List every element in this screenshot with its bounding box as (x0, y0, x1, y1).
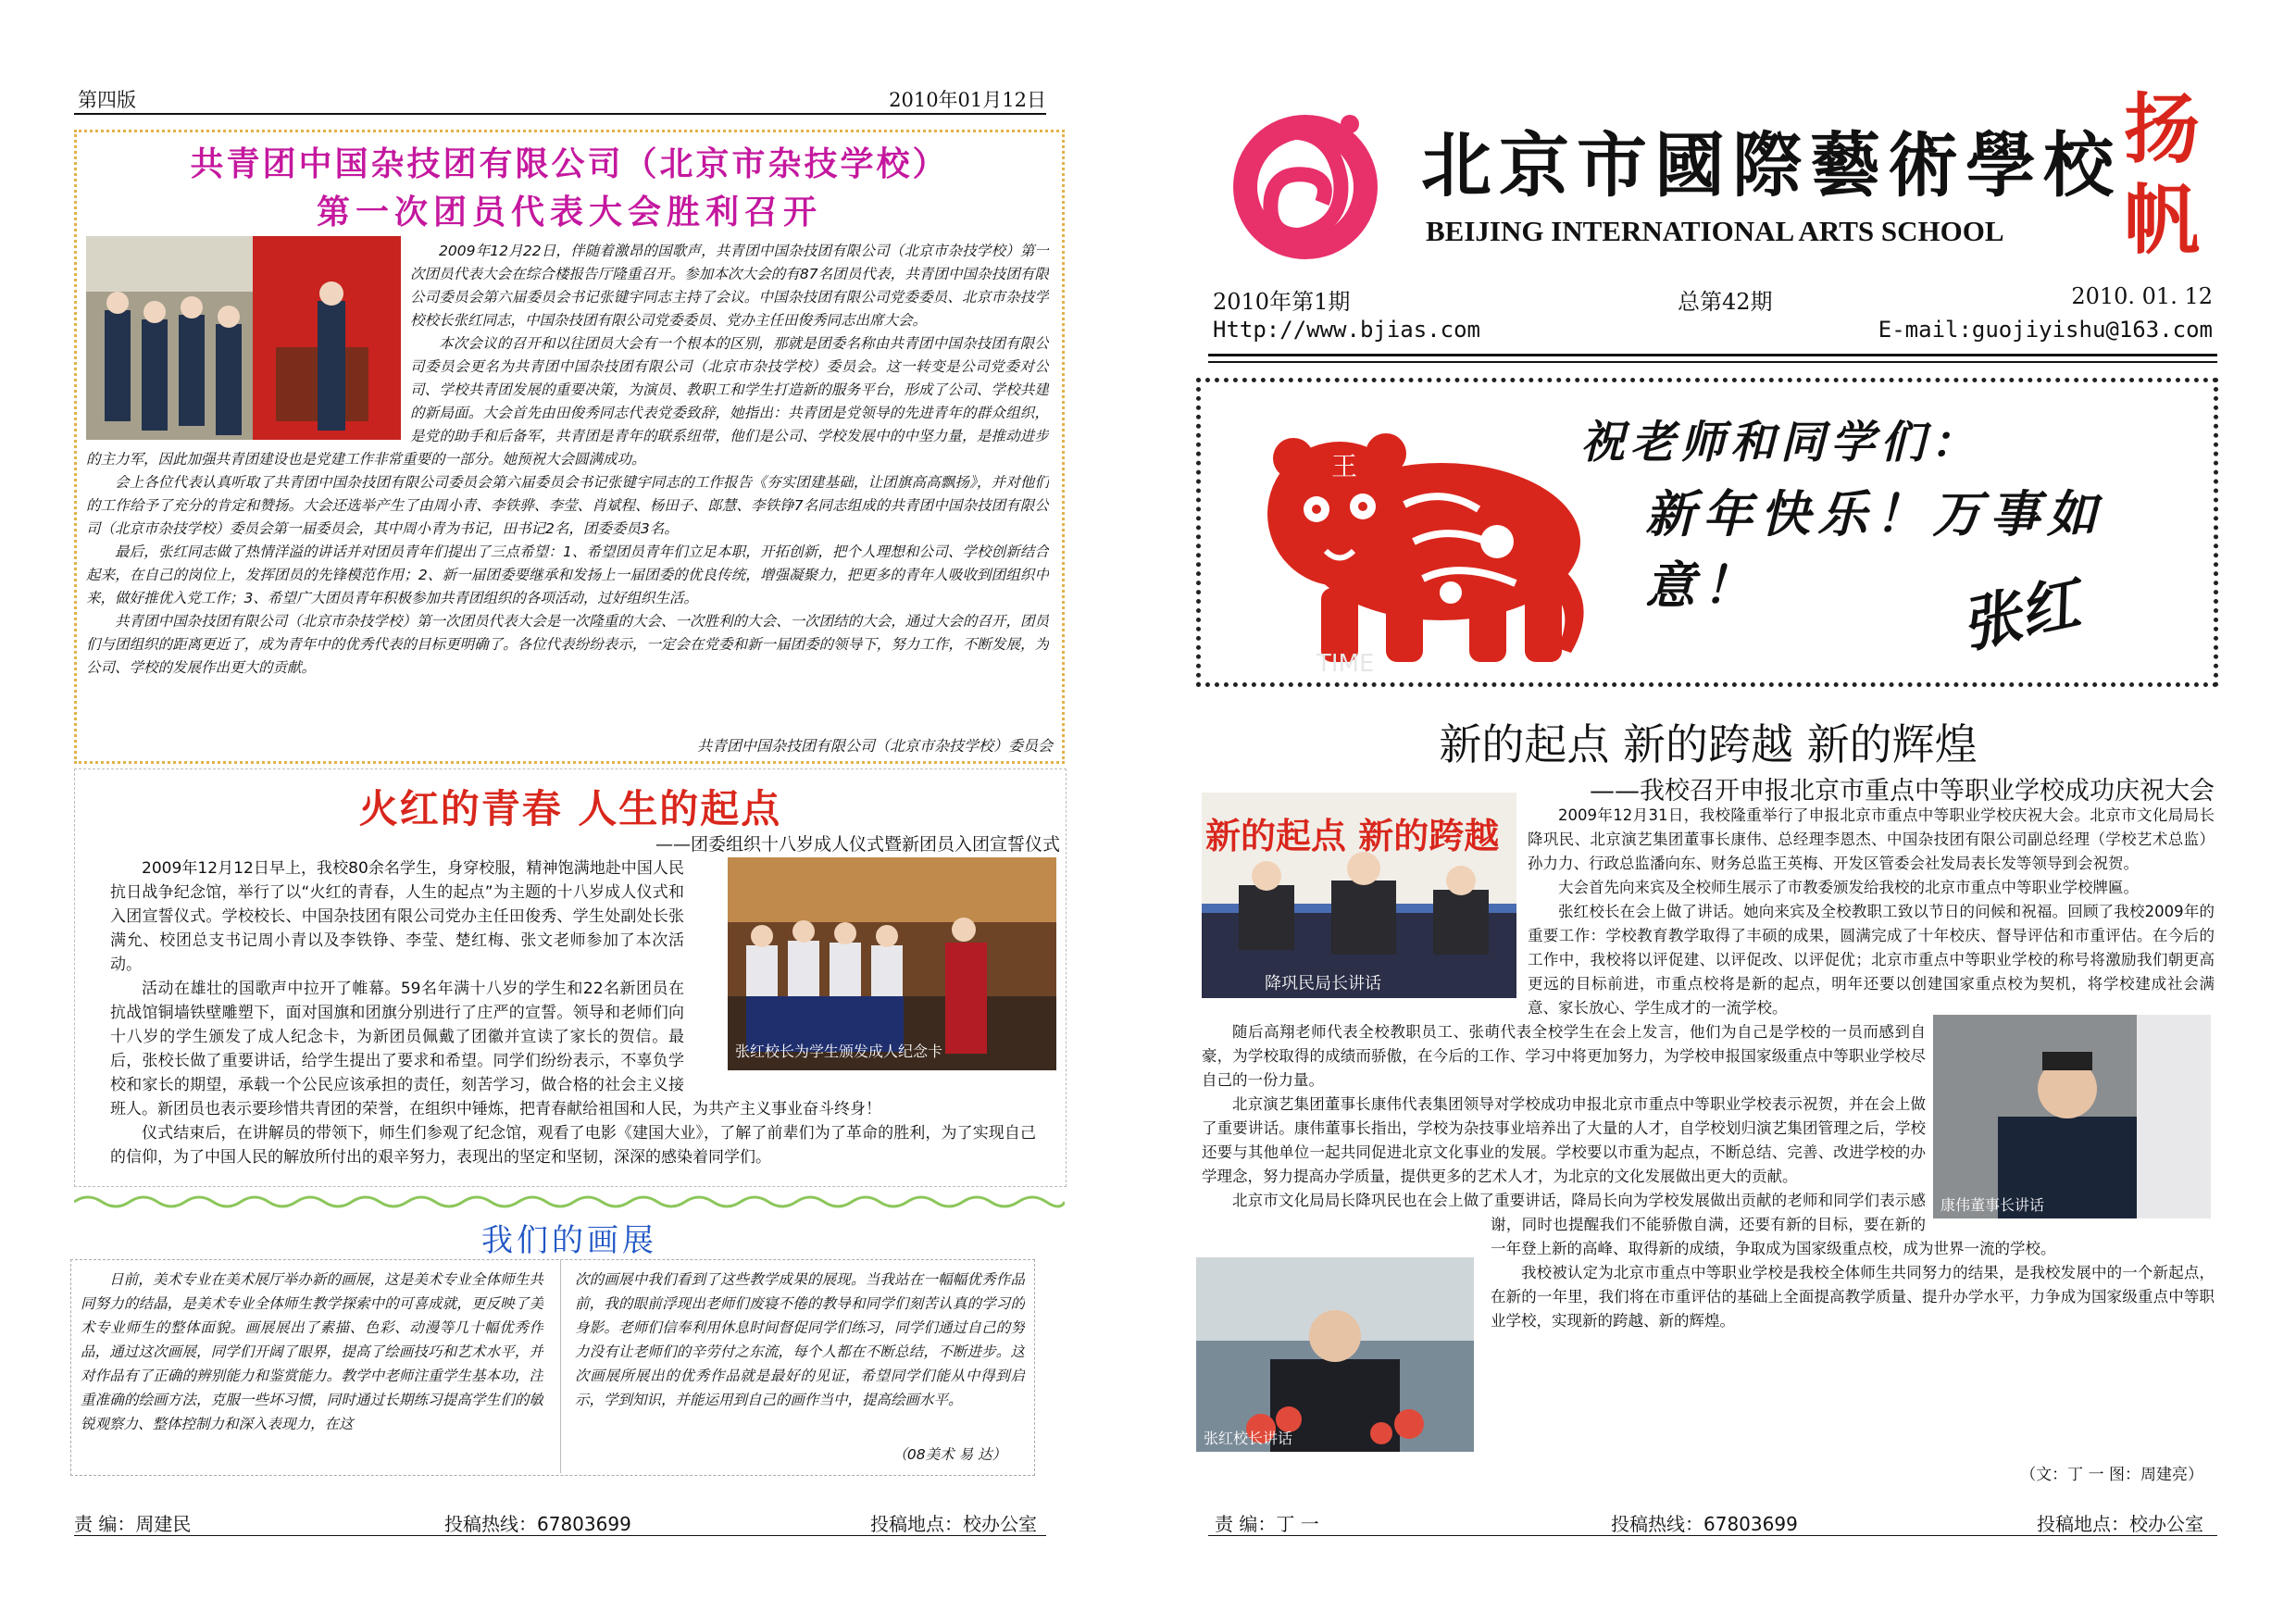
greeting-line1: 祝老师和同学们： (1580, 417, 1981, 468)
article1-para1: 2009年12月22日，伴随着激昂的国歌声，共青团中国杂技团有限公司（北京市杂技学校）第一次团员代表大会在综合楼报告厅隆重召开。参加本次大会的有87名团员代表，共青团中国杂技团有限公司委员会第六届委员会书记张键宇同志主持了会议。中国杂技团有限公司党委委员、北京市杂技学校校长张红同志，中国杂技团有限公司党委委员、党办主任田俊秀同志出席大会。 (410, 243, 1049, 329)
article1-para5: 共青团中国杂技团有限公司（北京市杂技学校）第一次团员代表大会是一次隆重的大会、一次胜利的大会、一次团结的大会，通过大会的召开，团员们与团组织的距离更近了，成为青年中的优秀代表的目标更明确了。各位代表纷纷表示，一定会在党委和新一届团委的领导下，努力工作，不断发展，为公司、学校的发展作出更大的贡献。 (86, 613, 1049, 676)
right-footer-hotline: 投稿热线：67803699 (1611, 1513, 1798, 1535)
article3-title: 我们的画展 (481, 1222, 657, 1259)
school-logo (1220, 96, 1391, 268)
article-youth-league-congress (74, 130, 1065, 764)
new-year-greeting (1196, 378, 2218, 687)
paper-name (2111, 85, 2213, 267)
article1-body (86, 240, 1049, 758)
left-footer-hotline: 投稿热线：67803699 (444, 1513, 631, 1535)
issue-date: 2010. 01. 12 (2071, 283, 2213, 309)
edition-label: 第四版 (78, 89, 136, 111)
paper-name-text: 扬帆 (2123, 86, 2200, 265)
main-article-credit: （文：丁 一 图：周建亮） (2020, 1466, 2203, 1484)
school-name-en: BEIJING INTERNATIONAL ARTS SCHOOL (1426, 215, 2004, 247)
wave-divider (74, 1193, 1065, 1211)
article1-para3: 会上各位代表认真听取了共青团中国杂技团有限公司委员会第六届委员会书记张键宇同志的工作报告《夯实团建基础，让团旗高高飘扬》，并对他们的工作给予了充分的肯定和赞扬。大会还选举产生了由周小青、李铁骅、李莹、肖斌程、杨田子、郎慧、李铁铮7名同志组成的共青团中国杂技团有限公司（北京市杂技学校）委员会第一届委员会，其中周小青为书记，田书记2名，团委委员3名。 (86, 474, 1049, 537)
left-footer-rule (74, 1535, 1046, 1536)
main-para7: 我校被认定为北京市重点中等职业学校是我校全体师生共同努力的结果，是我校发展中的一个新起点，在新的一年里，我们将在市重评估的基础上全面提高教学质量、提升办学水平，力争成为国家级重点中等职业学校，实现新的跨越、新的辉煌。 (1491, 1264, 2215, 1330)
right-footer-editor: 责 编：丁 一 (1215, 1513, 1319, 1535)
main-para6: 北京市文化局局长降巩民也在会上做了重要讲话，降局长向为学校发展做出贡献的老师和同学们表示感谢，同时也提醒我们不能骄傲自满，还要有新的目标，要在新的一年登上新的高峰、取得新的成绩，争取成为国家级重点校，成为世界一流的学校。 (1232, 1192, 2056, 1257)
main-article-body (1202, 804, 2215, 1466)
main-para5: 北京演艺集团董事长康伟代表集团领导对学校成功申报北京市重点中等职业学校表示祝贺，并在会上做了重要讲话。康伟董事长指出，学校为杂技事业培养出了大量的人才，自学校划归演艺集团管理之后，学校还要与其他单位一起共同促进北京文化事业的发展。学校要以市重为起点，不断总结、完善、改进学校的办学理念，努力提高办学质量，提供更多的艺术人才，为北京的文化发展做出更大的贡献。 (1202, 1095, 1926, 1185)
email[interactable]: E-mail:guojiyishu@163.com (1878, 317, 2213, 343)
right-footer-rule (1208, 1535, 2217, 1536)
photo3-caption: 张红校长讲话 (1204, 1430, 1293, 1447)
article2-title: 火红的青春 人生的起点 (358, 786, 782, 831)
article1-para2: 本次会议的召开和以往团员大会有一个根本的区别，那就是团委名称由共青团中国杂技团有限公司委员会更名为共青团中国杂技团有限公司（北京市杂技学校）委员会。这一转变是公司党委对公司、学校共青团发展的重要决策，为演员、教职工和学生打造新的服务平台，形成了公司、学校共建的新局面。大会首先由田俊秀同志代表党委致辞，她指出：共青团是党领导的先进青年的群众组织，是党的助手和后备军，共青团是青年的联系纽带，他们是公司、学校发展中的中坚力量，是推动进步的主力军，因此加强共青团建设也是党建工作非常重要的一部分。她预祝大会圆满成功。 (86, 335, 1049, 468)
school-name-cn: 北京市國際藝術學校 (1421, 124, 2121, 206)
top-rule (74, 113, 1046, 115)
papercut-watermark: TIME (1316, 650, 1375, 678)
article3-col2: 次的画展中我们看到了这些教学成果的展现。当我站在一幅幅优秀作品前，我的眼前浮现出老师们废寝不倦的教导和同学们刻苦认真的学习的身影。老师们信奉利用休息时间督促同学们练习，同学们通过自己的努力没有让老师们的辛劳付之东流，每个人都在不断总结，不断进步。这次画展所展出的优秀作品就是最好的见证，希望同学们能从中得到启示，学到知识，并能运用到自己的画作当中，提高绘画水平。 (575, 1271, 1025, 1408)
article2-body (110, 856, 1036, 1171)
right-footer-address: 投稿地点：校办公室 (2037, 1513, 2203, 1535)
article3-signature: （08美术 易 达） (892, 1446, 1006, 1463)
greeting-line2: 新年快乐！万事如意！ (1645, 485, 2104, 615)
article1-para4: 最后，张红同志做了热情洋溢的讲话并对团员青年们提出了三点希望：1、希望团员青年们立足本职，开拓创新，把个人理想和公司、学校创新结合起来，在自己的岗位上，发挥团员的先锋模范作用；2、新一届团委要继承和发扬上一届团委的优良传统，增强凝聚力，把更多的青年人吸收到团组织中来，做好推优入党工作；3、希望广大团员青年积极参加共青团组织的各项活动，过好组织生活。 (86, 543, 1049, 606)
article2-subtitle: ——团委组织十八岁成人仪式暨新团员入团宣誓仪式 (655, 834, 1060, 855)
left-footer-editor: 责 编：周建民 (74, 1513, 192, 1535)
main-para3: 张红校长在会上做了讲话。她向来宾及全校教职工致以节日的问候和祝福。回顾了我校2009年的重要工作：学校教育教学取得了丰硕的成果，圆满完成了十年校庆、督导评估和市重评估。在今后的工作中，我校将以评促建、以评促改、以评促优；北京市重点中等职业学校的称号将激励我们朝更高更远的目标前进，市重点校将是新的起点，明年还要以创建国家重点校为契机，将学校建成社会满意、家长放心、学生成才的一流学校。 (1528, 903, 2215, 1017)
article1-title-line1: 共青团中国杂技团有限公司（北京市杂技学校） (190, 145, 949, 183)
article2-para3: 仪式结束后，在讲解员的带领下，师生们参观了纪念馆，观看了电影《建国大业》，了解了前辈们为了革命的胜利，为了实现自己的信仰，为了中国人民的解放所付出的艰辛努力，表现出的坚定和坚韧，深深的感染着同学们。 (110, 1124, 1036, 1167)
ceremony-photo-caption: 张红校长为学生颁发成人纪念卡 (735, 1043, 943, 1060)
article2-para2: 活动在雄壮的国歌声中拉开了帷幕。59名年满十八岁的学生和22名新团员在抗战馆铜墙铁壁雕塑下，面对国旗和团旗分别进行了庄严的宣誓。领导和老师们向十八岁的学生颁发了成人纪念卡，为新团员佩戴了团徽并宣读了家长的贺信。最后，张校长做了重要讲话，给学生提出了要求和希望。同学们纷纷表示，不辜负学校和家长的期望，承载一个公民应该承担的责任，刻苦学习，做合格的社会主义接班人。新团员也表示要珍惜共青团的荣誉，在组织中锤炼，把青春献给祖国和人民，为共产主义事业奋斗终身！ (110, 980, 881, 1118)
edition-date: 2010年01月12日 (889, 89, 1046, 111)
tiger-forehead-char: 王 (1331, 451, 1358, 481)
photo1-banner: 新的起点 新的跨越 (1205, 816, 1500, 856)
article2-para1: 2009年12月12日早上，我校80余名学生，身穿校服，精神饱满地赴中国人民抗日战争纪念馆，举行了以“火红的青春，人生的起点”为主题的十八岁成人仪式和入团宣誓仪式。学校校长、中国杂技团有限公司党办主任田俊秀、学生处副处长张满允、校团总支书记周小青以及李铁铮、李莹、楚红梅、张文老师参加了本次活动。 (110, 859, 684, 974)
photo1-caption: 降巩民局长讲话 (1265, 974, 1381, 993)
left-footer-address: 投稿地点：校办公室 (870, 1513, 1037, 1535)
website[interactable]: Http://www.bjias.com (1213, 317, 1480, 343)
main-para1: 2009年12月31日，我校隆重举行了申报北京市重点中等职业学校庆祝大会。北京市文化局局长降巩民、北京演艺集团董事长康伟、总经理李恩杰、中国杂技团有限公司副总经理（学校艺术总监）孙力力、行政总监潘向东、财务总监王英梅、开发区管委会社发局表长发等领导到会祝贺。 (1528, 806, 2215, 872)
article-art-exhibition (70, 1259, 1035, 1476)
tiger-papercut (1238, 403, 1608, 681)
photo2-caption: 康伟董事长讲话 (1940, 1196, 2045, 1214)
article1-signature: 共青团中国杂技团有限公司（北京市杂技学校）委员会 (696, 737, 1053, 755)
article1-title-line2: 第一次团员代表大会胜利召开 (316, 194, 822, 231)
main-article-subtitle: ——我校召开申报北京市重点中等职业学校成功庆祝大会 (1590, 777, 2215, 806)
main-article-title: 新的起点 新的跨越 新的辉煌 (1439, 719, 1978, 769)
main-para2: 大会首先向来宾及全校师生展示了市教委颁发给我校的北京市重点中等职业学校牌匾。 (1558, 879, 2139, 896)
article-coming-of-age (74, 768, 1067, 1187)
masthead-rule-1 (1208, 354, 2217, 356)
total-issue: 总第42期 (1678, 289, 1773, 315)
article3-col1: 日前，美术专业在美术展厅举办新的画展，这是美术专业全体师生共同努力的结晶，是美术专业全体师生教学探索中的可喜成就，更反映了美术专业师生的整体面貌。画展展出了素描、色彩、动漫等几十幅优秀作品，通过这次画展，同学们开阔了眼界，提高了绘画技巧和艺术水平，并对作品有了正确的辨别能力和鉴赏能力。教学中老师注重学生基本功，注重准确的绘画方法，克服一些坏习惯，同时通过长期练习提高学生们的敏锐观察力、整体控制力和深入表现力，在这 (81, 1271, 543, 1432)
greeting-signature: 张红 (1954, 569, 2086, 662)
main-para4: 随后高翔老师代表全校教职员工、张萌代表全校学生在会上发言，他们为自己是学校的一员而感到自豪，为学校取得的成绩而骄傲，在今后的工作、学习中将更加努力，为学校申报国家级重点中等职业学校尽自己的一份力量。 (1202, 1023, 1926, 1089)
masthead-rule-2 (1208, 361, 2217, 363)
issue-number: 2010年第1期 (1213, 289, 1351, 315)
